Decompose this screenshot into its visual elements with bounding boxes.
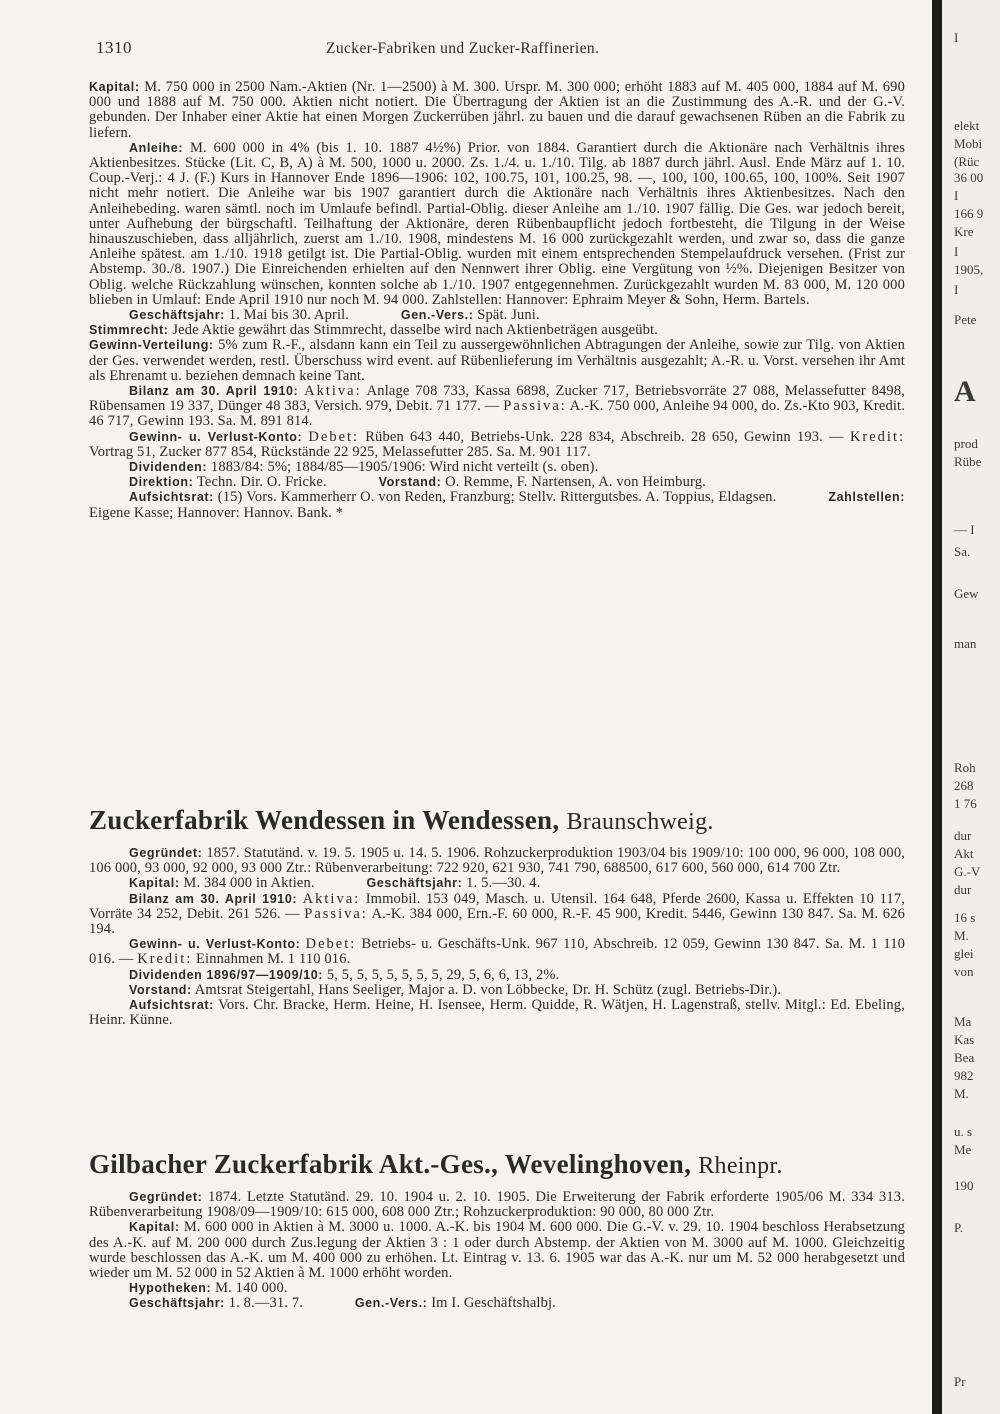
anleihe-label: Anleihe: <box>129 140 184 155</box>
aufsichtsrat-paragraph <box>89 998 905 1028</box>
neighbor-fragment: Me <box>954 1142 972 1157</box>
kapital-paragraph <box>89 1220 905 1281</box>
company-location: Rheinpr. <box>698 1153 783 1179</box>
neighbor-fragment: glei <box>954 946 974 961</box>
neighbor-fragment: 982 <box>954 1068 974 1083</box>
zahlstellen-text: Eigene Kasse; Hannover: Hannov. Bank. * <box>89 504 344 521</box>
kapital-text: M. 384 000 in Aktien. <box>183 875 315 892</box>
hypotheken-text: M. 140 000. <box>215 1280 288 1297</box>
bilanz-passiva-label: Passiva: <box>304 905 368 922</box>
neighbor-fragment: Akt <box>954 846 974 861</box>
gegruendet-label: Gegründet: <box>129 846 203 860</box>
aufsichtsrat-text: Vors. Chr. Bracke, Herm. Heine, H. Isensee, Herm. Quidde, R. Wätjen, H. Lagenstraß, stellv. Mitgl.: Ed. Ebeling, Heinr. Künne. <box>89 997 905 1029</box>
neighbor-fragment: 16 s <box>954 910 976 925</box>
hypotheken-paragraph <box>89 1281 905 1296</box>
neighbor-fragment: man <box>954 636 977 651</box>
running-title: Zucker-Fabriken und Zucker-Raffinerien. <box>326 40 600 57</box>
guv-debet-label: Debet: <box>308 428 360 445</box>
neighbor-fragment: elekt <box>954 118 980 133</box>
guv-paragraph <box>89 430 905 460</box>
guv-paragraph <box>89 937 905 967</box>
kapital-paragraph <box>89 876 905 891</box>
guv-kredit-label: Kredit: <box>849 428 906 445</box>
bilanz-aktiva-label: Aktiva: <box>302 890 361 907</box>
kapital-label: Kapital: <box>89 80 140 94</box>
kapital-paragraph <box>89 80 905 141</box>
book-gutter <box>932 0 942 1414</box>
gewinn-verteilung-label: Gewinn-Verteilung: <box>89 338 214 353</box>
neighbor-fragment: dur <box>954 882 972 897</box>
geschaeftsjahr-label: Geschäftsjahr: <box>129 308 225 323</box>
guv-debet-text: Betriebs- u. Geschäfts-Unk. 967 110, Abschreib. 12 059, Gewinn 130 847. Sa. M. 1 110 016. — <box>89 936 906 968</box>
neighbor-fragment: I <box>954 188 959 203</box>
anleihe-paragraph <box>89 141 905 308</box>
bilanz-paragraph <box>89 384 905 430</box>
stimmrecht-text: Jede Aktie gewährt das Stimmrecht, dasselbe wird nach Aktienbeträgen ausgeübt. <box>172 322 658 339</box>
neighbor-fragment: Rübe <box>954 454 982 469</box>
neighbor-fragment: Pete <box>954 312 977 327</box>
gen-vers-label: Gen.-Vers.: <box>400 308 474 323</box>
bilanz-paragraph <box>89 892 905 938</box>
stimmrecht-label: Stimmrecht: <box>89 323 169 338</box>
company-location: Braunschweig. <box>566 809 714 835</box>
dividenden-label: Dividenden: <box>129 460 208 475</box>
bilanz-label: Bilanz am 30. April 1910: <box>129 891 298 906</box>
neighbor-fragment: u. s <box>954 1124 973 1139</box>
kapital-label: Kapital: <box>129 1220 180 1235</box>
page-number: 1310 <box>96 38 132 57</box>
guv-kredit-text: Einnahmen M. 1 110 016. <box>196 951 351 968</box>
gegruendet-text: 1857. Statutänd. v. 19. 5. 1905 u. 14. 5. 1906. Rohzuckerproduktion 1903/04 bis 1909/10: 100 000, 96 000, 108 000, 106 000, 93 000, 92 000, 93 000 Ztr.: Rübenverarbeitung: 722 920, 621 930, 741 790, 688500, 617 600, 560 000, 614 700 Ztr. <box>89 845 905 877</box>
page-header <box>96 38 896 60</box>
vorstand-label: Vorstand: <box>378 475 442 490</box>
direktion-label: Direktion: <box>129 475 194 490</box>
section-continued-entry <box>89 80 905 521</box>
dividenden-paragraph <box>89 968 905 983</box>
geschaeftsjahr-label: Geschäftsjahr: <box>366 876 463 891</box>
geschaeftsjahr-text: 1. 5.—30. 4. <box>466 875 541 892</box>
neighbor-fragment: M. <box>954 1086 969 1101</box>
guv-label: Gewinn- u. Verlust-Konto: <box>129 937 301 952</box>
bilanz-aktiva-text: Immobil. 153 049, Masch. u. Utensil. 164 648, Pferde 2600, Kassa u. Effekten 10 117, Vorräte 34 252, Debit. 261 526. — <box>89 890 906 922</box>
gegruendet-text: 1874. Letzte Statutänd. 29. 10. 1904 u. 2. 10. 1905. Die Erweiterung der Fabrik erforderte 1905/06 M. 334 313. Rübenverarbeitung 1908/09—1909/10: 615 000, 608 000 Ztr.; Rohzuckerproduktion: 90 000, 80 000 Ztr. <box>89 1189 905 1221</box>
gegruendet-label: Gegründet: <box>129 1190 203 1204</box>
entry-gilbacher <box>89 1148 905 1312</box>
neighbor-fragment: 36 00 <box>954 170 984 185</box>
dividenden-label: Dividenden 1896/97—1909/10: <box>129 967 324 982</box>
kapital-text: M. 600 000 in Aktien à M. 3000 u. 1000. A.-K. bis 1904 M. 600 000. Die G.-V. v. 29. 10. 1904 beschloss Herabsetzung des A.-K. auf M. 200 000 durch Zus.legung der Aktien 3 : 1 oder durch Abstemp. der Aktien von M. 3000 auf M. 1000. Gleichzeitig wurde beschlossen das A.-K. um M. 400 000 zu erhöhen. Lt. Eintrag v. 13. 6. 1905 war das A.-K. nur um M. 52 000 herabgesetzt und wieder um M. 52 000 in 52 Aktien à M. 1000 erhöht worden. <box>89 1219 906 1282</box>
company-title <box>89 804 905 838</box>
gegruendet-paragraph <box>89 1190 905 1220</box>
vorstand-text: O. Remme, F. Nartensen, A. von Heimburg. <box>445 474 706 491</box>
neighbor-fragment: — I <box>954 522 975 537</box>
gewinn-verteilung-paragraph <box>89 338 905 384</box>
neighbor-fragment: prod <box>954 436 978 451</box>
gegruendet-paragraph <box>89 846 905 876</box>
vorstand-label: Vorstand: <box>129 982 192 997</box>
vorstand-paragraph <box>89 983 905 998</box>
zahlstellen-label: Zahlstellen: <box>828 490 906 505</box>
guv-kredit-text: Vortrag 51, Zucker 877 854, Rückstände 22 925, Melassefutter 285. Sa. M. 901 117. <box>89 443 591 460</box>
neighbor-fragment: Kre <box>954 224 974 239</box>
neighbor-fragment: Roh <box>954 760 976 775</box>
neighbor-fragment: (Rüc <box>954 154 980 169</box>
hypotheken-label: Hypotheken: <box>129 1281 212 1296</box>
geschaeftsjahr-label: Geschäftsjahr: <box>129 1296 225 1311</box>
bilanz-passiva-text: A.-K. 750 000, Anleihe 94 000, do. Zs.-Kto 903, Kredit. 46 717, Gewinn 193. Sa. M. 891 814. <box>89 398 905 430</box>
aufsichtsrat-label: Aufsichtsrat: <box>129 490 214 505</box>
guv-debet-label: Debet: <box>305 936 357 953</box>
stimmrecht-paragraph <box>89 323 905 338</box>
neighbor-fragment: Pr <box>954 1374 966 1389</box>
guv-label: Gewinn- u. Verlust-Konto: <box>129 429 303 444</box>
bilanz-label: Bilanz am 30. April 1910: <box>129 384 299 399</box>
neighbor-fragment: dur <box>954 828 972 843</box>
bilanz-aktiva-label: Aktiva: <box>304 383 362 400</box>
neighbor-fragment: Ma <box>954 1014 972 1029</box>
guv-kredit-label: Kredit: <box>137 951 193 968</box>
bilanz-aktiva-text: Anlage 708 733, Kassa 6898, Zucker 717, Betriebsvorräte 27 088, Melassefutter 8498, Rübensamen 19 337, Dünger 48 383, Versich. 979, Debit. 71 177. — <box>89 383 905 415</box>
neighbor-fragment: Gew <box>954 586 979 601</box>
gen-vers-text: Im I. Geschäftshalbj. <box>431 1295 556 1312</box>
geschaeftsjahr-text: 1. 8.—31. 7. <box>228 1295 304 1312</box>
direktion-text: Techn. Dir. O. Fricke. <box>196 474 327 491</box>
bilanz-passiva-label: Passiva: <box>503 398 567 415</box>
bilanz-passiva-text: A.-K. 384 000, Ern.-F. 60 000, R.-F. 45 900, Kredit. 5446, Gewinn 130 847. Sa. M. 626 194. <box>89 905 905 938</box>
neighbor-fragment: Mobi <box>954 136 983 151</box>
neighbor-fragment: 1905, <box>954 262 984 277</box>
neighbor-fragment: M. <box>954 928 969 943</box>
neighbor-fragment: von <box>954 964 974 979</box>
neighbor-fragment: 166 9 <box>954 206 984 221</box>
geschaeftsjahr-paragraph <box>89 1296 905 1311</box>
dividenden-paragraph <box>89 460 905 475</box>
neighbor-fragment: I <box>954 30 959 45</box>
neighbor-fragment: Sa. <box>954 544 971 559</box>
gewinn-verteilung-text: 5% zum R.-F., alsdann kann ein Teil zu aussergewöhnlichen Abtragungen der Anleihe, sowie zur Tilg. von Aktien der Ges. verwendet werden, restl. Überschuss wird event. auf Rübenlieferung im Verhältnis ausgezahlt; A.-R. u. Vorst. versehen ihr Amt als Ehrenamt u. beziehen demnach keine Tant. <box>89 337 905 384</box>
neighbor-fragment: I <box>954 244 959 259</box>
entry-wendessen <box>89 804 905 1028</box>
aufsichtsrat-label: Aufsichtsrat: <box>129 998 214 1013</box>
neighbor-fragment: G.-V <box>954 864 981 879</box>
neighbor-fragment: P. <box>954 1220 964 1235</box>
direktion-paragraph <box>89 475 905 490</box>
neighbor-fragment: I <box>954 282 959 297</box>
aufsichtsrat-paragraph <box>89 490 905 520</box>
company-name: Gilbacher Zuckerfabrik Akt.-Ges., Wevelinghoven, <box>89 1149 692 1179</box>
guv-debet-text: Rüben 643 440, Betriebs-Unk. 228 834, Abschreib. 28 650, Gewinn 193. — <box>365 428 844 445</box>
neighbor-fragment: A <box>954 375 976 408</box>
kapital-text: M. 750 000 in 2500 Nam.-Aktien (Nr. 1—2500) à M. 300. Urspr. M. 300 000; erhöht 1883 auf M. 405 000, 1884 auf M. 690 000 und 1888 auf M. 750 000. Aktien nicht notiert. Die Übertragung der Aktien ist an die Zustimmung des A.-R. und der G.-V. gebunden. Der Inhaber einer Aktie hat einen Morgen Zuckerrüben jährl. zu bauen und die darauf gewachsenen Rüben an die Fabrik zu liefern. <box>89 79 905 141</box>
neighbor-fragment: 1 76 <box>954 796 977 811</box>
gen-vers-text: Spät. Juni. <box>477 307 540 324</box>
adjacent-page-strip <box>942 0 1000 1414</box>
neighbor-fragment: 190 <box>954 1178 974 1193</box>
neighbor-fragment: Bea <box>954 1050 975 1065</box>
neighbor-fragment: 268 <box>954 778 974 793</box>
geschaeftsjahr-text: 1. Mai bis 30. April. <box>228 307 350 324</box>
gen-vers-label: Gen.-Vers.: <box>354 1296 428 1311</box>
company-title <box>89 1148 905 1182</box>
dividenden-text: 5, 5, 5, 5, 5, 5, 5, 5, 29, 5, 6, 6, 13, 2%. <box>326 966 560 983</box>
aufsichtsrat-text: (15) Vors. Kammerherr O. von Reden, Franzburg; Stellv. Rittergutsbes. A. Toppius, Eldagsen. <box>217 489 777 506</box>
dividenden-text: 1883/84: 5%; 1884/85—1905/1906: Wird nicht verteilt (s. oben). <box>210 459 599 476</box>
kapital-label: Kapital: <box>129 876 180 891</box>
vorstand-text: Amtsrat Steigertahl, Hans Seeliger, Major a. D. von Löbbecke, Dr. H. Schütz (zugl. Betriebs-Dir.). <box>194 981 782 998</box>
anleihe-text: M. 600 000 in 4% (bis 1. 10. 1887 4½%) Prior. von 1884. Garantiert durch die Aktionäre nach Verhältnis ihres Aktienbesitzes. Stücke (Lit. C, B, A) à M. 500, 1000 u. 2000. Zs. 1./4. u. 1./10. Tilg. ab 1887 durch jährl. Ausl. Ende März auf 1. 10. Coup.-Verj.: 4 J. (F.) Kurs in Hannover Ende 1896—1906: 102, 100.75, 101, 100.25, 98. —, 100, 100, 100.65, 100, 100%. Seit 1907 nicht mehr notiert. Die Anleihe war bis 1907 garantiert durch die Aktionäre nach Verhältnis ihres Aktienbesitzes. Nach den Anleihebeding. waren sämtl. noch im Umlaufe befindl. Partial-Oblig. dieser Anleihe am 1./10. 1907 fällig. Die Ges. war jedoch bereit, unter Aufhebung der bürgschaftl. Teilhaftung der Aktionäre, deren Rübenbaupflicht jedoch fortbesteht, die Tilgung in der Weise hinauszuschieben, dass alljährlich, zuerst am 1./10. 1908, mindestens M. 16 000 zurückgezahlt werden, und zwar so, dass die ganze Anleihe spätest. am 1./10. 1918 getilgt ist. Die Partial-Oblig. wurden mit einem entsprechenden Stempelaufdruck versehen. (Frist zur Abstemp. 30./8. 1907.) Die Einreichenden erhielten auf den Nennwert ihrer Oblig. eine Vergütung von ½%. Diejenigen Besitzer von Oblig. welche Rückzahlung wünschen, konnten solche ab 1./10. 1907 entgegennehmen. Zurückgezahlt wurden M. 83 000, M. 120 000 blieben in Umlauf: Ende April 1910 nur noch M. 94 000. Zahlstellen: Hannover: Ephraim Meyer & Sohn, Herm. Bartels. <box>89 139 905 308</box>
geschaeftsjahr-paragraph <box>89 308 905 323</box>
company-name: Zuckerfabrik Wendessen in Wendessen, <box>89 805 560 835</box>
neighbor-fragment: Kas <box>954 1032 975 1047</box>
